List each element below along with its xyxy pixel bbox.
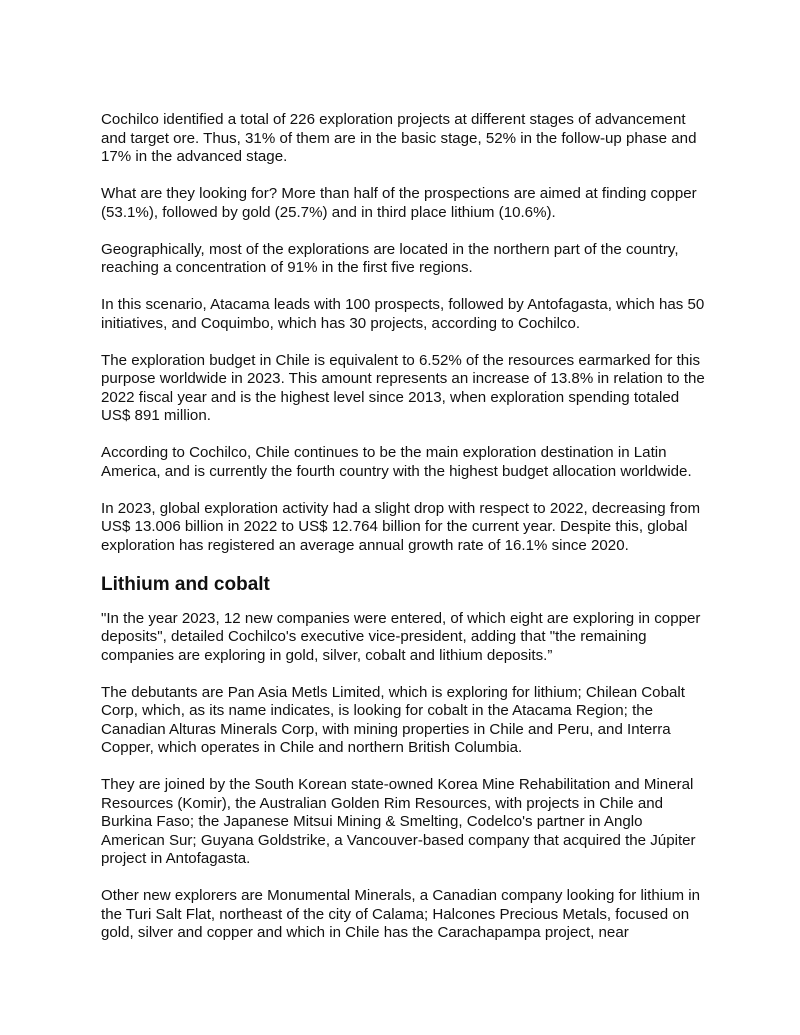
paragraph-regions: In this scenario, Atacama leads with 100 prospects, followed by Antofagasta, which has 50 initiatives, and Coquimbo, which has 30 projects, according to Cochilco. [101, 296, 705, 332]
paragraph-target-minerals: What are they looking for? More than half of the prospections are aimed at finding copper (53.1%), followed by gold (25.7%) and in third place lithium (10.6%). [101, 185, 697, 221]
paragraph-joined-companies: They are joined by the South Korean state-owned Korea Mine Rehabilitation and Mineral Resources (Komir), the Australian Golden Rim Resources, with projects in Chile and Burkina Faso; the Japanese Mitsui Mining & Smelting, Codelco's partner in Anglo American Sur; Guyana Goldstrike, a Vancouver-based company that acquired the Júpiter project in Antofagasta. [101, 776, 696, 867]
document-page [101, 111, 706, 961]
paragraph-budget: The exploration budget in Chile is equivalent to 6.52% of the resources earmarked for this purpose worldwide in 2023. This amount represents an increase of 13.8% in relation to the 2022 fiscal year and is the highest level since 2013, when exploration spending totaled US$ 891 million. [101, 351, 705, 424]
paragraph-global-exploration: In 2023, global exploration activity had a slight drop with respect to 2022, decreasing from US$ 13.006 billion in 2022 to US$ 12.764 billion for the current year. Despite this, global exploration has registered an average annual growth rate of 16.1% since 2020. [101, 499, 701, 554]
paragraph-latin-america: According to Cochilco, Chile continues to be the main exploration destination in Latin America, and is currently the fourth country with the highest budget allocation worldwide. [101, 444, 692, 480]
paragraph-new-companies: "In the year 2023, 12 new companies were entered, of which eight are exploring in copper deposits", detailed Cochilco's executive vice-president, adding that "the remaining companies are exploring in gold, silver, cobalt and lithium deposits.” [101, 609, 701, 664]
paragraph-geography: Geographically, most of the explorations are located in the northern part of the country, reaching a concentration of 91% in the first five regions. [101, 240, 679, 276]
paragraph-debutants: The debutants are Pan Asia Metls Limited, which is exploring for lithium; Chilean Cobalt Corp, which, as its name indicates, is looking for cobalt in the Atacama Region; the Canadian Alturas Minerals Corp, with mining properties in Chile and Peru, and Interra Copper, which operates in Chile and northern British Columbia. [101, 683, 685, 756]
paragraph-other-explorers: Other new explorers are Monumental Minerals, a Canadian company looking for lithium in the Turi Salt Flat, northeast of the city of Calama; Halcones Precious Metals, focused on gold, silver and copper and which in Chile has the Carachapampa project, near [101, 887, 701, 941]
paragraph-project-stages: Cochilco identified a total of 226 exploration projects at different stages of advancement and target ore. Thus, 31% of them are in the basic stage, 52% in the follow-up phase and 17% in the advanced stage. [101, 111, 697, 165]
section-heading: Lithium and cobalt [101, 573, 270, 595]
